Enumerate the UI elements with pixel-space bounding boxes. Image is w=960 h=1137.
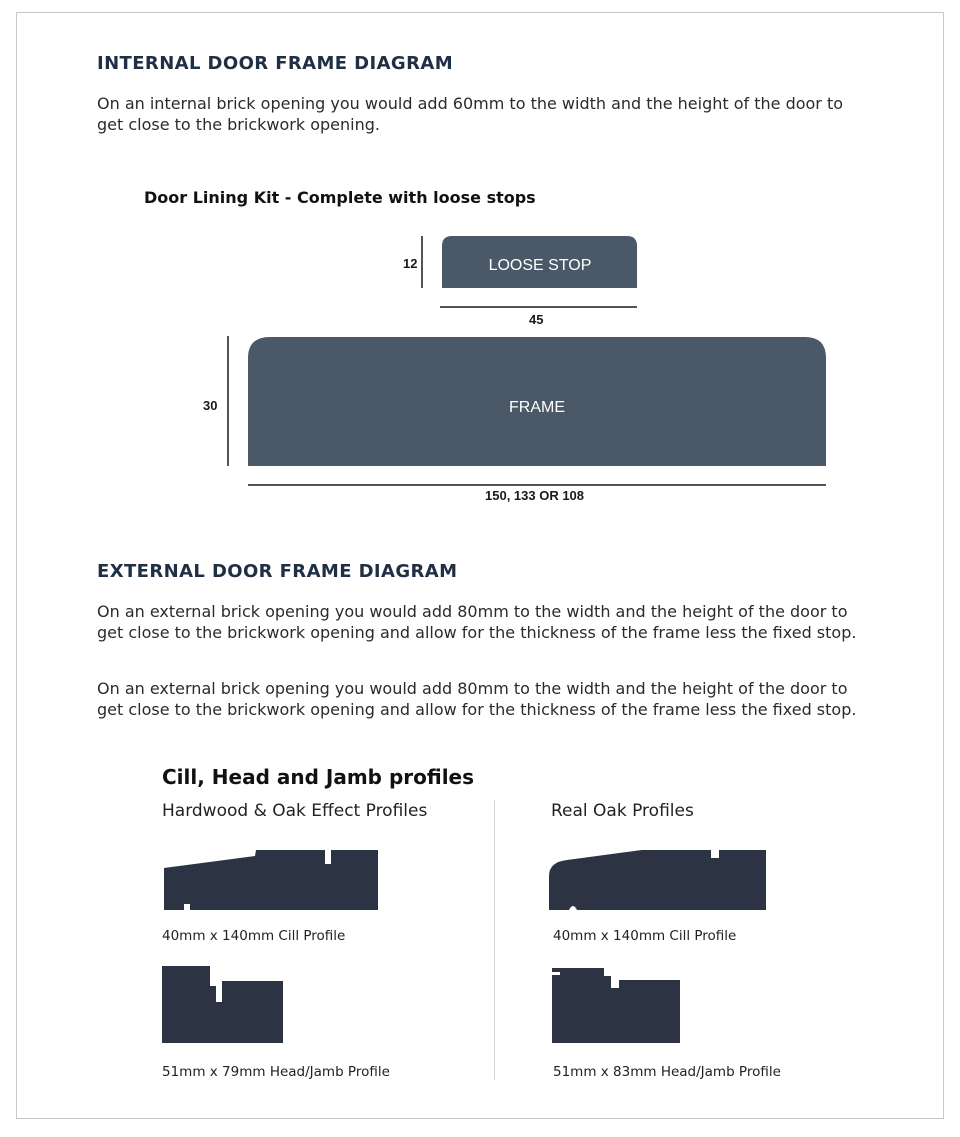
external-heading: EXTERNAL DOOR FRAME DIAGRAM <box>97 561 458 582</box>
loose-stop-thickness: 12 <box>403 256 418 271</box>
frame-widths: 150, 133 OR 108 <box>485 488 585 503</box>
hardwood-cill-caption: 40mm x 140mm Cill Profile <box>162 928 346 944</box>
loose-stop-width: 45 <box>529 312 544 327</box>
real-oak-head-profile-image <box>549 964 683 1046</box>
lining-kit-title: Door Lining Kit - Complete with loose stops <box>144 188 536 207</box>
external-description-1: On an external brick opening you would add 80mm to the width and the height of the door to get close to the brickwork opening and allow for the thickness of the frame less the fixed stop. <box>97 602 857 642</box>
frame-label: FRAME <box>509 399 565 416</box>
frame-thickness: 30 <box>203 398 218 413</box>
hardwood-head-caption: 51mm x 79mm Head/Jamb Profile <box>162 1064 390 1080</box>
real-oak-profiles-title: Real Oak Profiles <box>551 801 694 821</box>
loose-stop-label: LOOSE STOP <box>488 257 592 274</box>
hardwood-profiles-title: Hardwood & Oak Effect Profiles <box>162 801 428 821</box>
internal-description: On an internal brick opening you would add 60mm to the width and the height of the door to get close to the brickwork opening. <box>97 94 844 134</box>
real-oak-head-caption: 51mm x 83mm Head/Jamb Profile <box>553 1064 781 1080</box>
real-oak-cill-profile-image <box>547 846 769 918</box>
profiles-title: Cill, Head and Jamb profiles <box>162 765 475 789</box>
hardwood-head-profile-image <box>160 964 286 1046</box>
internal-heading: INTERNAL DOOR FRAME DIAGRAM <box>97 53 454 74</box>
real-oak-cill-caption: 40mm x 140mm Cill Profile <box>553 928 737 944</box>
column-divider <box>494 800 495 1080</box>
hardwood-cill-profile-image <box>160 846 382 918</box>
lining-kit-diagram <box>0 0 960 520</box>
external-description-2: On an external brick opening you would add 80mm to the width and the height of the door to get close to the brickwork opening and allow for the thickness of the frame less the fixed stop. <box>97 679 857 719</box>
